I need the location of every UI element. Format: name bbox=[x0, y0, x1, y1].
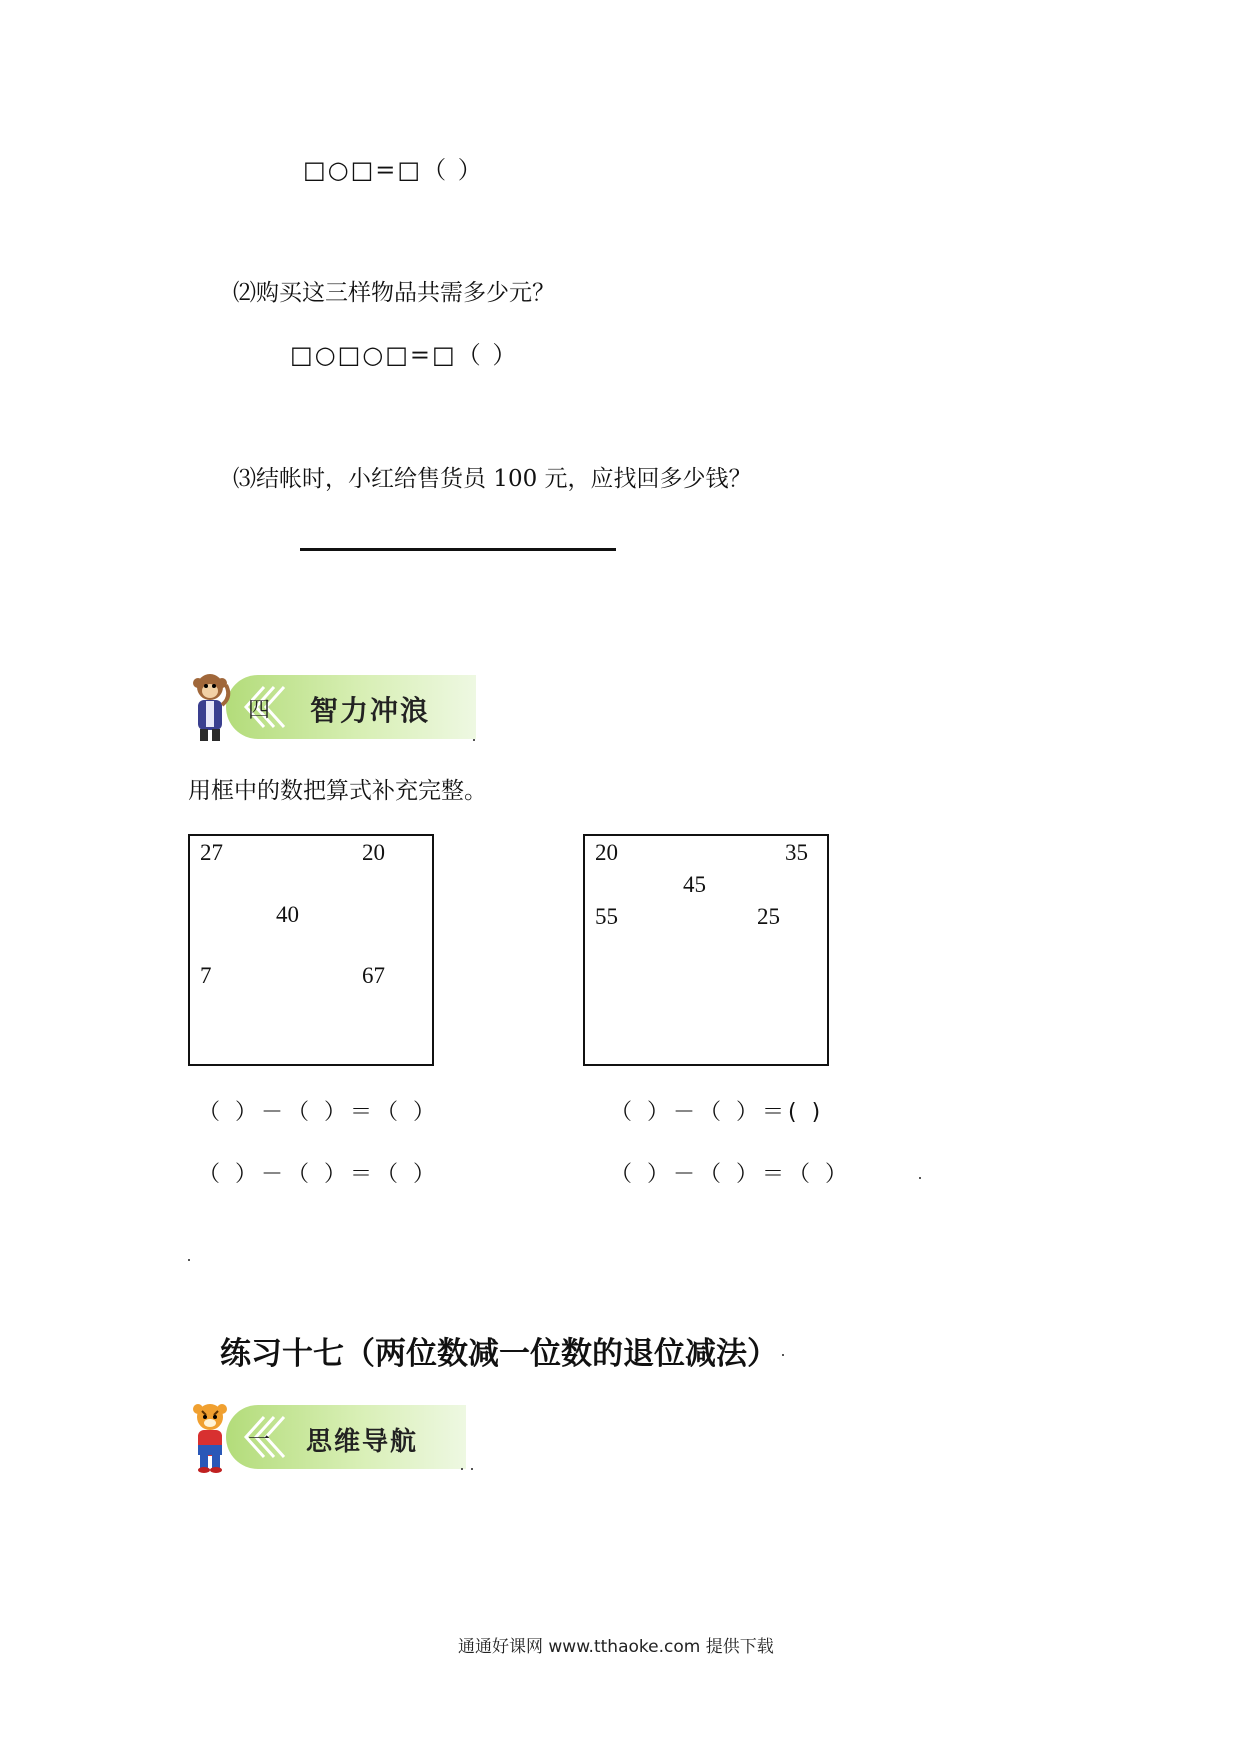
section-number: 一 bbox=[248, 1428, 271, 1453]
section-title: 思维导航 bbox=[306, 1427, 419, 1457]
box-number: 27 bbox=[200, 840, 223, 865]
subtraction-blank: （ ）－（ ）＝（ ） bbox=[610, 1162, 851, 1187]
section-number: 四 bbox=[248, 698, 271, 723]
subtraction-blank: （ ）－（ ）＝（ ） bbox=[198, 1100, 439, 1125]
subtraction-blank: （ ）－（ ）＝（ ） bbox=[198, 1162, 439, 1187]
box-number: 25 bbox=[757, 904, 780, 929]
number-box-1 bbox=[188, 834, 434, 1066]
stray-mark bbox=[188, 1259, 190, 1261]
tiger-mascot-icon bbox=[186, 1401, 234, 1473]
instruction: 用框中的数把算式补充完整。 bbox=[188, 778, 487, 804]
stray-mark bbox=[919, 1177, 921, 1179]
answer-line bbox=[300, 548, 616, 551]
equation-blank-1: □○□=□（ ） bbox=[303, 156, 484, 184]
stray-mark bbox=[473, 739, 475, 741]
box-number: 67 bbox=[362, 963, 385, 988]
exercise-title: 练习十七（两位数减一位数的退位减法） bbox=[220, 1336, 778, 1372]
question-3: ⑶结帐时，小红给售货员 100 元，应找回多少钱？ bbox=[233, 466, 752, 492]
monkey-mascot-icon bbox=[186, 671, 234, 743]
box-number: 40 bbox=[276, 902, 299, 927]
number-box-2 bbox=[583, 834, 829, 1066]
stray-mark bbox=[471, 1468, 473, 1470]
box-number: 7 bbox=[200, 963, 212, 988]
footer-credit: 通通好课网 www.tthaoke.com 提供下载 bbox=[458, 1637, 774, 1657]
stray-mark bbox=[461, 1468, 463, 1470]
section-title: 智力冲浪 bbox=[310, 694, 431, 727]
box-number: 20 bbox=[595, 840, 618, 865]
equation-blank-2: □○□○□=□（ ） bbox=[290, 341, 519, 369]
box-number: 55 bbox=[595, 904, 618, 929]
question-2: ⑵购买这三样物品共需多少元？ bbox=[233, 280, 555, 306]
subtraction-blank: （ ）－（ ）＝( ) bbox=[610, 1100, 825, 1125]
box-number: 45 bbox=[683, 872, 706, 897]
section-banner-1 bbox=[186, 1405, 476, 1469]
stray-mark bbox=[782, 1354, 784, 1356]
box-number: 20 bbox=[362, 840, 385, 865]
box-number: 35 bbox=[785, 840, 808, 865]
section-banner-4 bbox=[186, 675, 476, 739]
